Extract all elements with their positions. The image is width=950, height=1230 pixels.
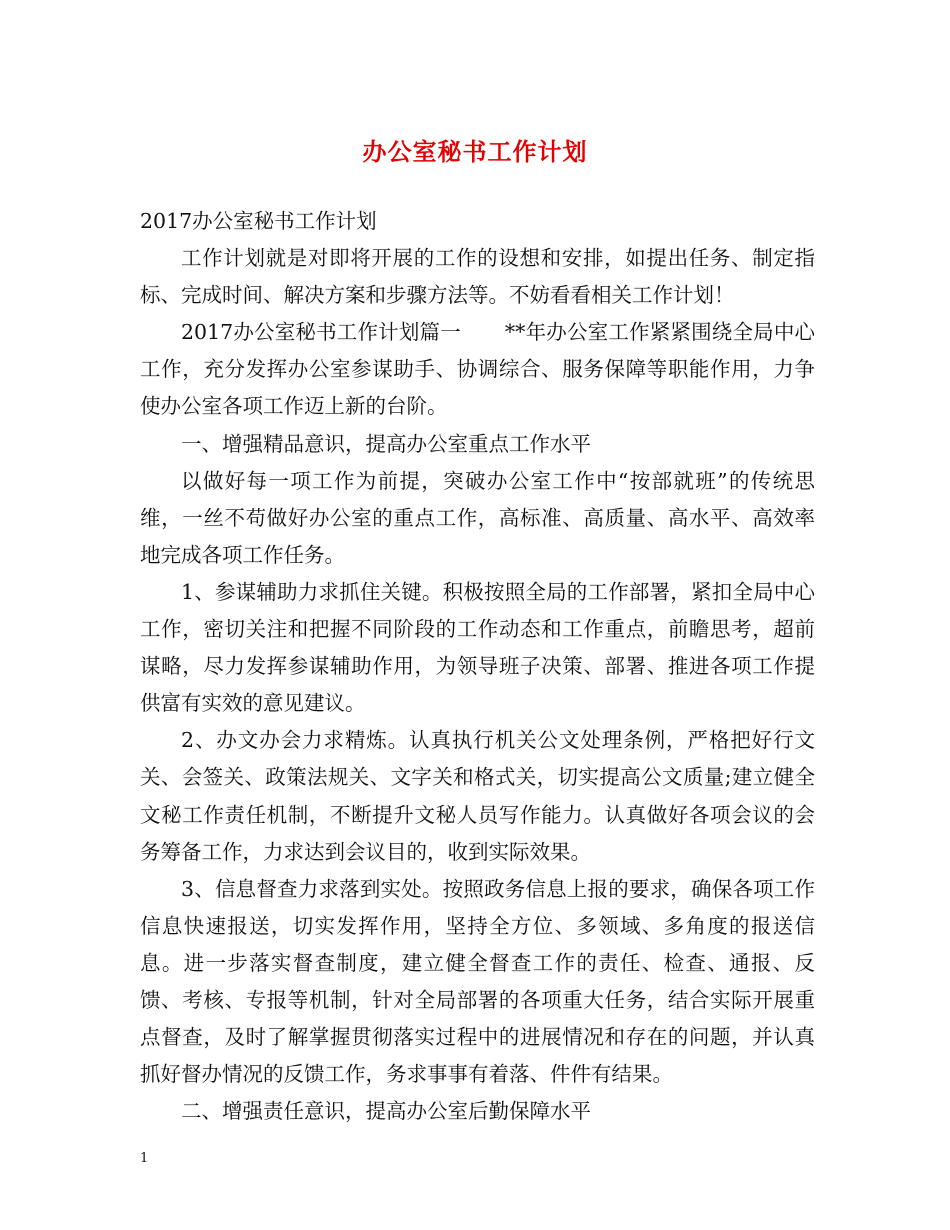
paragraph-item1: 1、参谋辅助力求抓住关键。积极按照全局的工作部署，紧扣全局中心工作，密切关注和把握不同阶段的工作动态和工作重点，前瞻思考，超前谋略，尽力发挥参谋辅助作用，为领导班子决策、部署、推进各项工作提供富有实效的意见建议。	[140, 579, 815, 716]
paragraph-item3: 3、信息督查力求落到实处。按照政务信息上报的要求，确保各项工作信息快速报送，切实发挥作用，坚持全方位、多领域、多角度的报送信息。进一步落实督查制度，建立健全督查工作的责任、检查、通报、反馈、考核、专报等机制，针对全局部署的各项重大任务，结合实际开展重点督查，及时了解掌握贯彻落实过程中的进展情况和存在的问题，并认真抓好督办情况的反馈工作，务求事事有着落、件件有结果。	[140, 876, 815, 1087]
page-number: 1	[140, 1151, 149, 1166]
part1-text: **年办公室工作紧紧围绕全局中心工作，充分发挥办公室参谋助手、协调综合、服务保障等职能作用，力争使办公室各项工作迈上新的台阶。	[140, 320, 816, 419]
paragraph-intro: 工作计划就是对即将开展的工作的设想和安排，如提出任务、制定指标、完成时间、解决方案和步骤方法等。不妨看看相关工作计划！	[140, 246, 815, 308]
paragraph-item2: 2、办文办会力求精炼。认真执行机关公文处理条例，严格把好行文关、会签关、政策法规关、文字关和格式关，切实提高公文质量;建立健全文秘工作责任机制，不断提升文秘人员写作能力。认真做好各项会议的会务筹备工作，力求达到会议目的，收到实际效果。	[140, 728, 815, 864]
document-title: 办公室秘书工作计划	[362, 137, 588, 166]
paragraph-section1: 以做好每一项工作为前提，突破办公室工作中“按部就班”的传统思维，一丝不苟做好办公室的重点工作，高标准、高质量、高水平、高效率地完成各项工作任务。	[140, 468, 815, 567]
part1-heading: 2017办公室秘书工作计划篇一	[181, 320, 461, 345]
section1-heading: 一、增强精品意识，提高办公室重点工作水平	[181, 431, 591, 456]
document-body	[140, 203, 815, 1130]
document-subtitle: 2017办公室秘书工作计划	[140, 209, 377, 233]
section2-heading: 二、增强责任意识，提高办公室后勤保障水平	[181, 1099, 591, 1124]
paragraph-part1	[140, 314, 815, 425]
